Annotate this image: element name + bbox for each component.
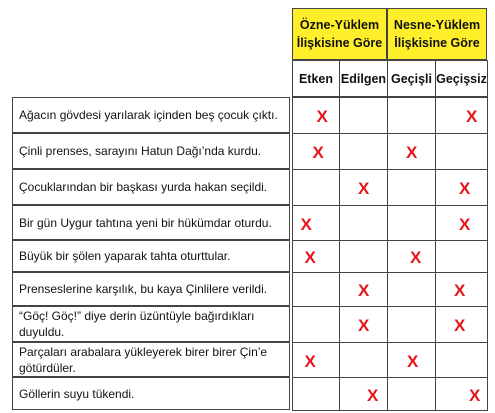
answer-cell-geçişsiz[interactable]	[435, 169, 488, 206]
sentence-cell: Çocuklarından bir başkası yurda hakan seçildi.	[12, 169, 290, 205]
answer-cell-etken[interactable]	[292, 377, 340, 411]
x-mark: X	[459, 214, 471, 234]
x-mark: X	[466, 107, 478, 126]
header-object-line2: İlişkisine Göre	[394, 36, 480, 50]
answer-cell-edilgen[interactable]	[339, 205, 388, 241]
column-header-etken: Etken	[292, 60, 340, 97]
x-mark: X	[410, 248, 422, 267]
answer-cell-edilgen[interactable]	[339, 169, 388, 206]
header-subject-line1: Özne-Yüklem	[299, 18, 380, 32]
x-mark: X	[459, 179, 471, 198]
answer-cell-geçişsiz[interactable]	[435, 342, 488, 378]
answer-cell-geçişli[interactable]	[387, 306, 436, 343]
answer-cell-geçişli[interactable]	[387, 205, 436, 241]
answer-cell-edilgen[interactable]	[339, 306, 388, 343]
answer-cell-geçişli[interactable]	[387, 169, 436, 206]
sentence-cell: Parçaları arabalara yükleyerek birer birer Çin’e götürdüler.	[12, 342, 290, 377]
answer-cell-etken[interactable]	[292, 169, 340, 206]
answer-cell-etken[interactable]	[292, 306, 340, 343]
answer-cell-geçişsiz[interactable]	[435, 306, 488, 343]
column-header-edilgen: Edilgen	[339, 60, 388, 97]
column-header-gecissiz: Geçişsiz	[435, 60, 488, 97]
x-mark: X	[312, 143, 324, 162]
answer-cell-edilgen[interactable]	[339, 133, 388, 170]
x-mark: X	[316, 107, 328, 126]
x-mark: X	[454, 316, 466, 335]
sentence-cell: Büyük bir şölen yaparak tahta oturttular.	[12, 240, 290, 272]
answer-cell-edilgen[interactable]	[339, 342, 388, 378]
sentence-cell: Prenseslerine karşılık, bu kaya Çinlilere verildi.	[12, 272, 290, 306]
x-mark: X	[304, 351, 316, 371]
answer-cell-geçişsiz[interactable]	[435, 205, 488, 241]
answer-cell-edilgen[interactable]	[339, 240, 388, 273]
answer-cell-geçişsiz[interactable]	[435, 272, 488, 307]
answer-cell-etken[interactable]	[292, 272, 340, 307]
answer-cell-geçişli[interactable]	[387, 240, 436, 273]
answer-cell-edilgen[interactable]	[339, 272, 388, 307]
answer-cell-geçişli[interactable]	[387, 272, 436, 307]
answer-cell-geçişli[interactable]	[387, 342, 436, 378]
sentence-cell: “Göç! Göç!” diye derin üzüntüyle bağırdıkları duyuldu.	[12, 306, 290, 342]
sentence-cell: Bir gün Uygur tahtına yeni bir hükümdar oturdu.	[12, 205, 290, 240]
answer-cell-etken[interactable]	[292, 240, 340, 273]
answer-cell-geçişsiz[interactable]	[435, 133, 488, 170]
answer-cell-geçişli[interactable]	[387, 133, 436, 170]
answer-cell-etken[interactable]	[292, 342, 340, 378]
x-mark: X	[469, 385, 481, 405]
x-mark: X	[358, 316, 370, 335]
header-object-line1: Nesne-Yüklem	[393, 18, 481, 32]
answer-cell-geçişsiz[interactable]	[435, 97, 488, 134]
answer-cell-etken[interactable]	[292, 97, 340, 134]
header-subject-line2: İlişkisine Göre	[296, 36, 383, 50]
x-mark: X	[304, 248, 316, 267]
x-mark: X	[300, 214, 312, 234]
sentence-cell: Göllerin suyu tükendi.	[12, 377, 290, 410]
answer-cell-edilgen[interactable]	[339, 377, 388, 411]
answer-cell-etken[interactable]	[292, 133, 340, 170]
x-mark: X	[454, 281, 466, 300]
column-header-gecisli: Geçişli	[387, 60, 436, 97]
header-subject-predicate	[292, 8, 387, 60]
x-mark: X	[406, 143, 418, 162]
sentence-cell: Çinli prenses, sarayını Hatun Dağı’nda kurdu.	[12, 133, 290, 169]
answer-cell-geçişli[interactable]	[387, 377, 436, 411]
x-mark: X	[358, 179, 370, 198]
x-mark: X	[367, 385, 379, 405]
answer-cell-edilgen[interactable]	[339, 97, 388, 134]
x-mark: X	[358, 281, 370, 300]
answer-cell-etken[interactable]	[292, 205, 340, 241]
answer-cell-geçişsiz[interactable]	[435, 377, 488, 411]
answer-cell-geçişsiz[interactable]	[435, 240, 488, 273]
answer-cell-geçişli[interactable]	[387, 97, 436, 134]
header-object-predicate	[387, 8, 487, 60]
sentence-cell: Ağacın gövdesi yarılarak içinden beş çocuk çıktı.	[12, 97, 290, 133]
x-mark: X	[407, 351, 419, 371]
